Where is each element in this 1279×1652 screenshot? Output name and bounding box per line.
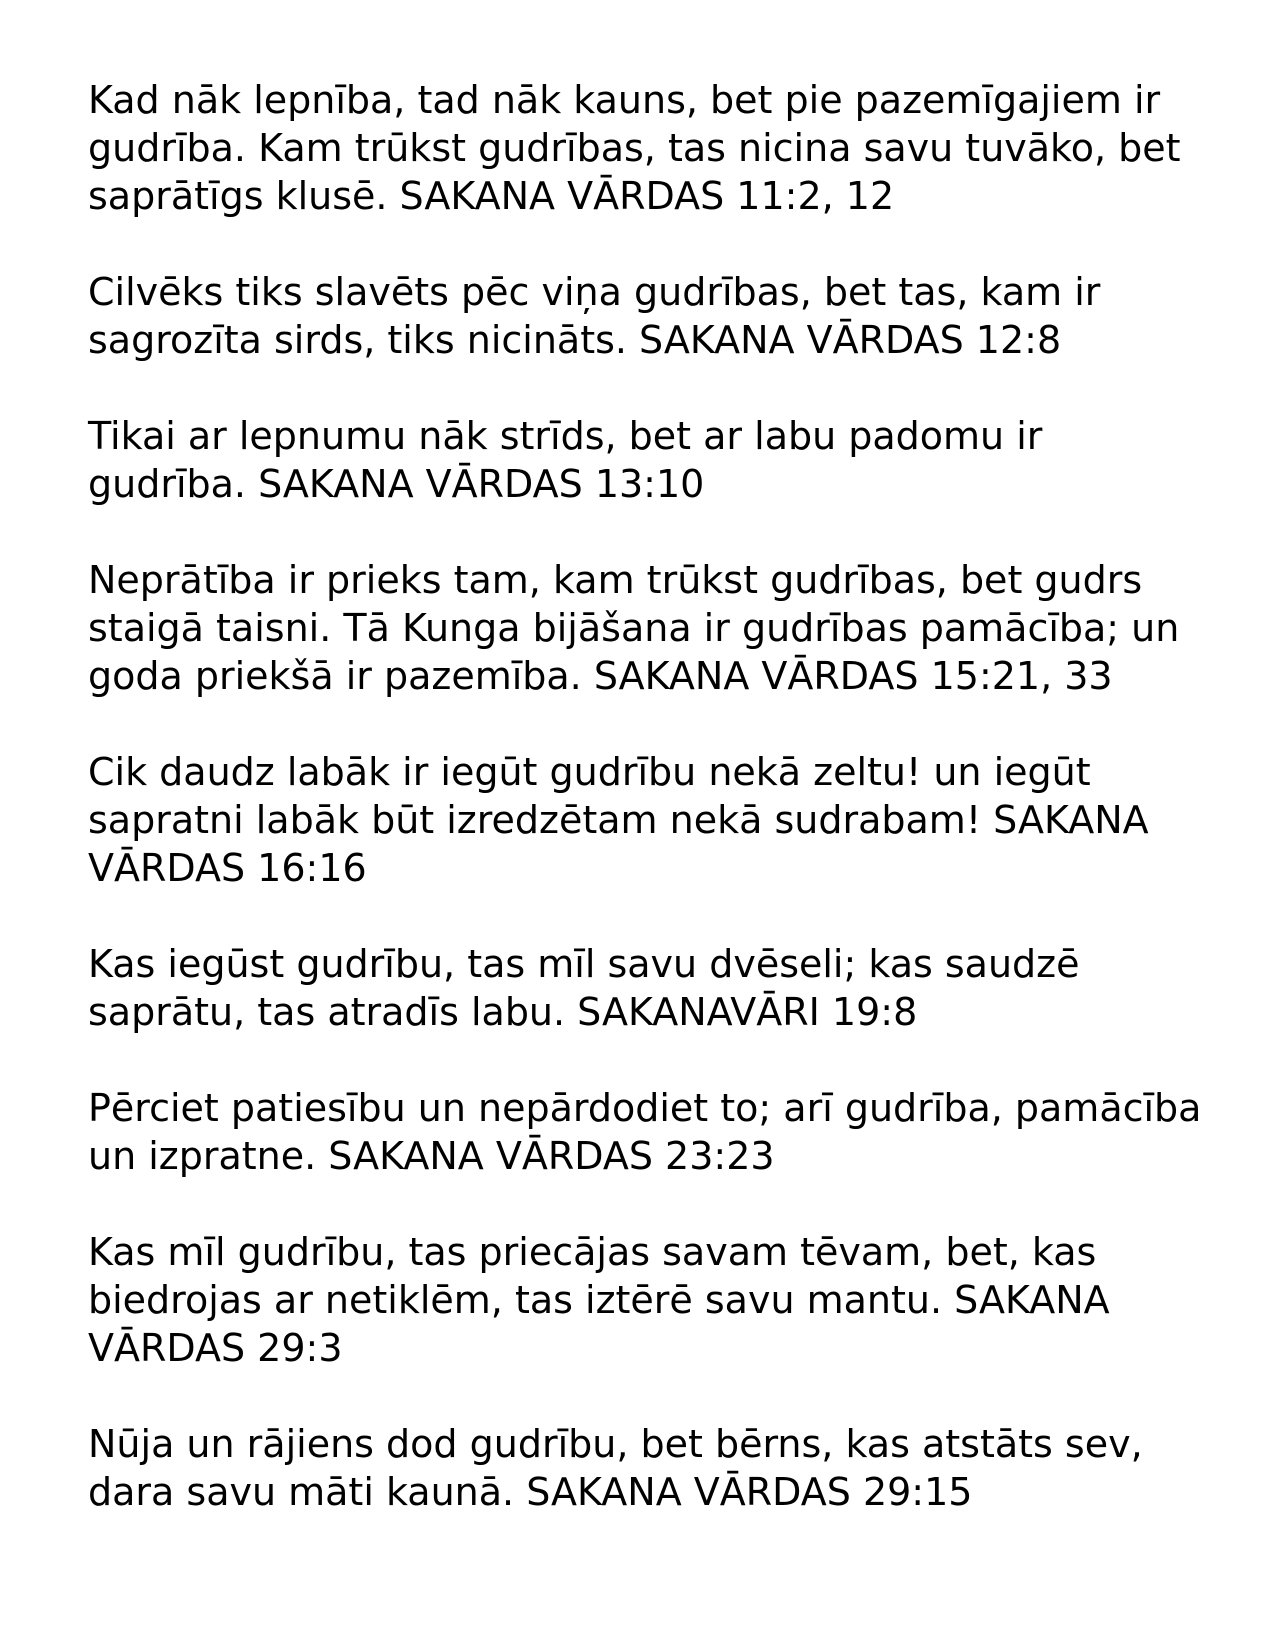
verse-paragraph: Cik daudz labāk ir iegūt gudrību nekā zeltu! un iegūt sapratni labāk būt izredzētam nekā sudrabam! SAKANA VĀRDAS 16:16 bbox=[88, 750, 1149, 890]
verse-paragraph: Kas iegūst gudrību, tas mīl savu dvēseli; kas saudzē saprātu, tas atradīs labu. SAKANAVĀRI 19:8 bbox=[88, 942, 1080, 1034]
verse-paragraph: Tikai ar lepnumu nāk strīds, bet ar labu padomu ir gudrība. SAKANA VĀRDAS 13:10 bbox=[88, 414, 1043, 506]
verse-paragraph: Neprātība ir prieks tam, kam trūkst gudrības, bet gudrs staigā taisni. Tā Kunga bijāšana ir gudrības pamācība; un goda priekšā ir pazemība. SAKANA VĀRDAS 15:21, 33 bbox=[88, 558, 1180, 698]
verse-paragraph: Nūja un rājiens dod gudrību, bet bērns, kas atstāts sev, dara savu māti kaunā. SAKANA VĀRDAS 29:15 bbox=[88, 1422, 1143, 1514]
verse-paragraph: Pērciet patiesību un nepārdodiet to; arī gudrība, pamācība un izpratne. SAKANA VĀRDAS 23:23 bbox=[88, 1086, 1202, 1178]
verse-paragraph: Kas mīl gudrību, tas priecājas savam tēvam, bet, kas biedrojas ar netiklēm, tas iztērē savu mantu. SAKANA VĀRDAS 29:3 bbox=[88, 1230, 1110, 1370]
verse-paragraph: Cilvēks tiks slavēts pēc viņa gudrības, bet tas, kam ir sagrozīta sirds, tiks nicināts. SAKANA VĀRDAS 12:8 bbox=[88, 270, 1101, 362]
document-page bbox=[88, 76, 1208, 1564]
verse-paragraph: Kad nāk lepnība, tad nāk kauns, bet pie pazemīgajiem ir gudrība. Kam trūkst gudrības, tas nicina savu tuvāko, bet saprātīgs klusē. SAKANA VĀRDAS 11:2, 12 bbox=[88, 78, 1181, 218]
